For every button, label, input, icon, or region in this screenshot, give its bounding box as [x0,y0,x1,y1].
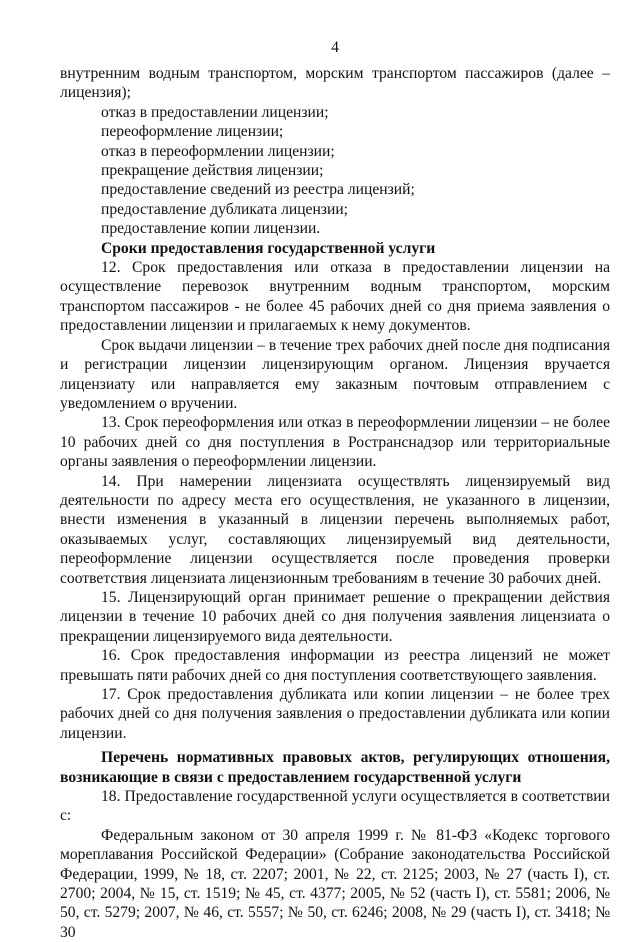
page-number: 4 [331,39,339,56]
list-item: отказ в предоставлении лицензии; [101,103,329,121]
paragraph-12: 12. Срок предоставления или отказа в предоставлении лицензии на осуществление перевозок внутренним водным транспортом, морским транспортом пассажиров - не более 45 рабочих дней со дня приема заявления о предоставлении лицензии и прилагаемых к нему документов. [60,259,610,335]
list-item: предоставление дубликата лицензии; [101,200,348,218]
list-item: отказ в переоформлении лицензии; [101,142,335,160]
paragraph-18-federal-law: Федеральным законом от 30 апреля 1999 г. № 81-ФЗ «Кодекс торгового мореплавания Российской Федерации» (Собрание законодательства Российской Федерации, 1999, № 18, ст. 2207; 2001, № 22, ст. 2125; 2003, № 27 (часть I), ст. 2700; 2004, № 15, ст. 1519; № 45, ст. 4377; 2005, № 52 (часть I), ст. 5581; 2006, № 50, ст. 5279; 2007, № 46, ст. 5557; № 50, ст. 6246; 2008, № 29 (часть I), ст. 3418; № 30 [60,826,610,941]
service-list [60,103,610,239]
paragraph-14: 14. При намерении лицензиата осуществлять лицензируемый вид деятельности по адресу места его осуществления, не указанного в лицензии, внести изменения в указанный в лицензии перечень выполняемых работ, оказываемых услуг, составляющих лицензируемый вид деятельности, переоформление лицензии осуществляется после проведения проверки соответствия лицензиата лицензионным требованиям в течение 30 рабочих дней. [60,472,610,587]
paragraph-continuation: внутренним водным транспортом, морским транспортом пассажиров (далее – лицензия); [60,65,610,102]
list-item: переоформление лицензии; [101,123,284,141]
section-heading-legal-acts: Перечень нормативных правовых актов, регулирующих отношения, возникающие в связи с предоставлением государственной услуги [60,749,610,786]
paragraph-15: 15. Лицензирующий орган принимает решение о прекращении действия лицензии в течение 10 рабочих дней со дня получения заявления лицензиата о прекращении лицензируемого вида деятельности. [60,588,610,645]
list-item: предоставление сведений из реестра лицензий; [101,181,415,199]
paragraph-18: 18. Предоставление государственной услуги осуществляется в соответствии с: [60,788,610,825]
list-item: прекращение действия лицензии; [101,162,324,180]
paragraph-13: 13. Срок переоформления или отказ в переоформлении лицензии – не более 10 рабочих дней со дня поступления в Ространснадзор или территориальные органы заявления о переоформлении лицензии. [60,414,610,471]
section-heading-terms: Сроки предоставления государственной услуги [101,239,436,257]
paragraph-12-issue: Срок выдачи лицензии – в течение трех рабочих дней после дня подписания и регистрации лицензии лицензирующим органом. Лицензия вручается лицензиату или направляется ему заказным почтовым отправлением с уведомлением о вручении. [60,336,610,412]
paragraph-16: 16. Срок предоставления информации из реестра лицензий не может превышать пяти рабочих дней со дня поступления соответствующего заявления. [60,647,610,684]
paragraph-17: 17. Срок предоставления дубликата или копии лицензии – не более трех рабочих дней со дня получения заявления о предоставлении дубликата или копии лицензии. [60,686,610,742]
list-item: предоставление копии лицензии. [101,220,321,238]
